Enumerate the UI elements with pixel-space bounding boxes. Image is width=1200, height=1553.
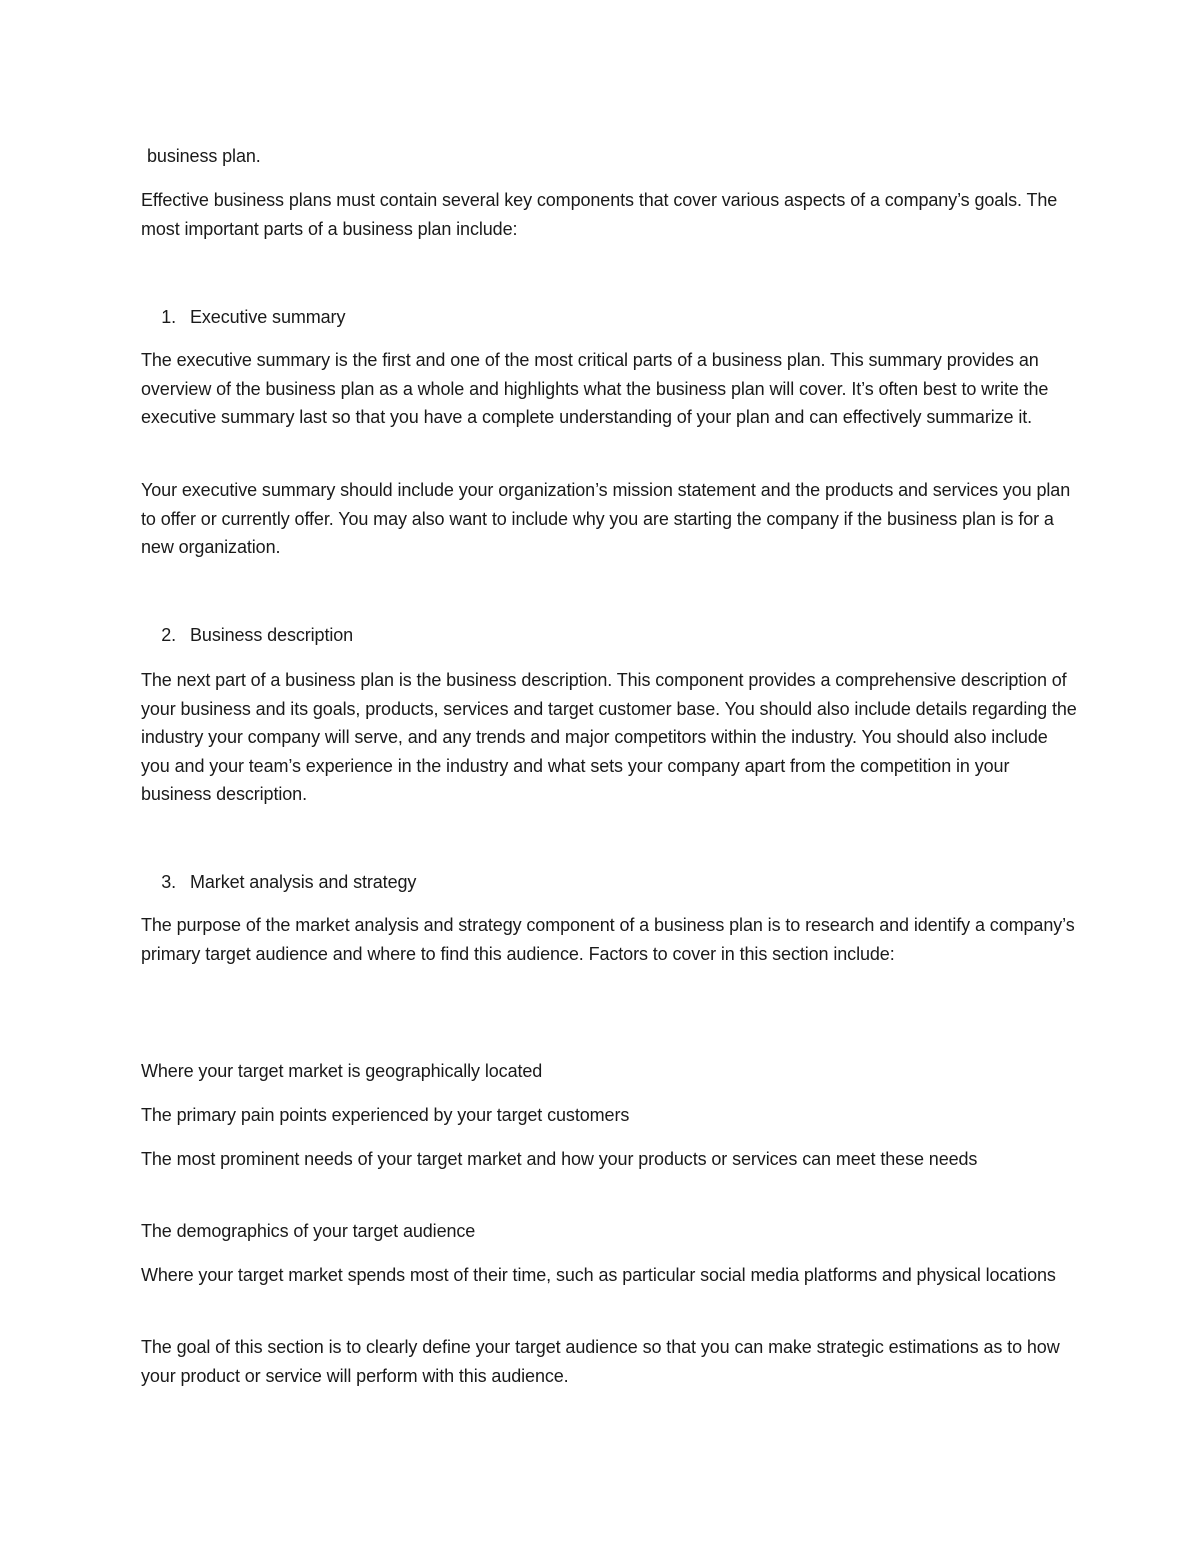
section-heading-3	[141, 868, 1081, 897]
section-title: Market analysis and strategy	[190, 872, 417, 892]
section-heading-2	[141, 621, 1081, 650]
section-1-paragraph-2: Your executive summary should include your organization’s mission statement and the products and services you plan to offer or currently offer. You may also want to include why you are starting the company if the business plan is for a new organization.	[141, 480, 1071, 557]
section-number: 1.	[161, 307, 176, 327]
section-number: 2.	[161, 625, 176, 645]
factor-item-4: The demographics of your target audience	[141, 1221, 476, 1241]
section-3-paragraph-1: The purpose of the market analysis and strategy component of a business plan is to research and identify a company’s primary target audience and where to find this audience. Factors to cover in this section include:	[141, 915, 1075, 964]
factor-item-2: The primary pain points experienced by your target customers	[141, 1105, 630, 1125]
section-number: 3.	[161, 872, 176, 892]
factor-item-5: Where your target market spends most of their time, such as particular social media platforms and physical locations	[141, 1265, 1056, 1285]
section-1-paragraph-1: The executive summary is the first and one of the most critical parts of a business plan. This summary provides an overview of the business plan as a whole and highlights what the business plan will cover. It’s often best to write the executive summary last so that you have a complete understanding of your plan and can effectively summarize it.	[141, 350, 1049, 427]
section-title: Executive summary	[190, 307, 346, 327]
closing-paragraph: The goal of this section is to clearly define your target audience so that you can make strategic estimations as to how your product or service will perform with this audience.	[141, 1337, 1060, 1386]
intro-paragraph: Effective business plans must contain several key components that cover various aspects of a company’s goals. The most important parts of a business plan include:	[141, 190, 1058, 239]
intro-fragment: business plan.	[147, 146, 261, 166]
factor-item-1: Where your target market is geographically located	[141, 1061, 543, 1081]
section-heading-1	[141, 303, 1081, 332]
section-2-paragraph-1: The next part of a business plan is the business description. This component provides a comprehensive description of your business and its goals, products, services and target customer base. You should also include details regarding the industry your company will serve, and any trends and major competitors within the industry. You should also include you and your team’s experience in the industry and what sets your company apart from the competition in your business description.	[141, 670, 1077, 804]
section-title: Business description	[190, 625, 354, 645]
factor-item-3: The most prominent needs of your target market and how your products or services can meet these needs	[141, 1149, 978, 1169]
